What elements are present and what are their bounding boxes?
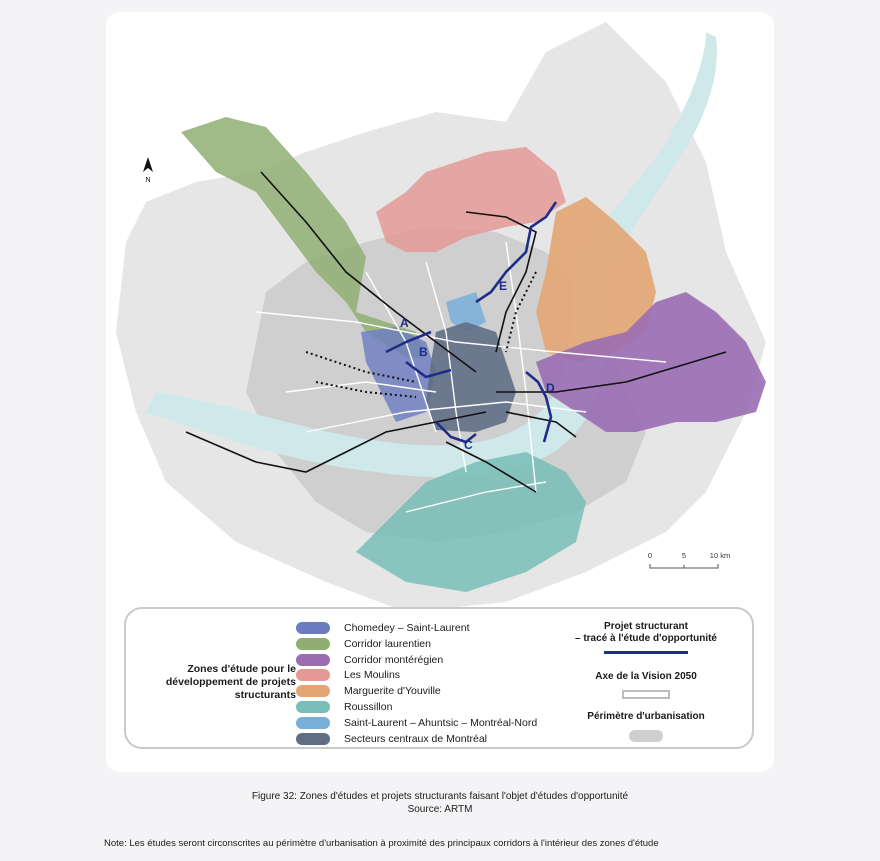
legend-perimetre <box>556 711 736 742</box>
legend-zone-label: Corridor laurentien <box>344 637 431 650</box>
legend-zone-swatch <box>296 701 330 713</box>
svg-text:N: N <box>145 177 151 184</box>
legend-projet-title-2: – tracé à l'étude d'opportunité <box>575 633 717 644</box>
legend-zone-label: Corridor montérégien <box>344 653 444 666</box>
zone-label-c: C <box>464 438 473 452</box>
legend-zone-item <box>296 621 470 635</box>
legend-zone-item <box>296 668 400 682</box>
legend-zone-swatch <box>296 654 330 666</box>
legend-zone-item <box>296 653 443 667</box>
legend-perimetre-title: Périmètre d'urbanisation <box>587 711 705 722</box>
legend-zone-item <box>296 716 537 730</box>
north-arrow-icon <box>143 157 153 184</box>
legend <box>124 607 754 749</box>
legend-zone-item <box>296 732 487 746</box>
legend-zone-item <box>296 637 431 651</box>
legend-zone-label: Marguerite d'Youville <box>344 685 441 698</box>
svg-text:10 km: 10 km <box>709 551 731 560</box>
figure-note: Note: Les études seront circonscrites au périmètre d'urbanisation à proximité des principaux corridors à l'intérieur des zones d'étude <box>104 838 659 849</box>
legend-zone-label: Les Moulins <box>344 669 401 682</box>
legend-zone-label: Chomedey – Saint-Laurent <box>344 622 470 634</box>
map <box>106 12 774 612</box>
legend-zone-swatch <box>296 685 330 697</box>
legend-zone-swatch <box>296 669 330 681</box>
zone-label-d: D <box>546 381 555 395</box>
zone-label-b: B <box>419 345 428 359</box>
legend-zone-item <box>296 684 441 698</box>
legend-projet <box>556 621 736 654</box>
svg-text:0: 0 <box>647 551 653 560</box>
legend-zone-swatch <box>296 733 330 745</box>
legend-projet-line <box>604 651 688 654</box>
legend-zone-item <box>296 700 392 714</box>
zone-label-e: E <box>499 279 508 293</box>
legend-axe-symbol <box>622 690 670 699</box>
legend-zones-title: Zones d'étude pour le développement de projets structurants <box>165 663 296 701</box>
legend-zone-label: Saint-Laurent – Ahuntsic – Montréal-Nord <box>344 716 538 729</box>
zone-label-a: A <box>400 316 409 330</box>
legend-zone-swatch <box>296 622 330 634</box>
svg-text:5: 5 <box>681 551 687 560</box>
legend-axe <box>556 671 736 699</box>
figure-caption: Figure 32: Zones d'études et projets structurants faisant l'objet d'études d'opportunité <box>251 791 629 802</box>
scale-bar <box>648 551 730 568</box>
legend-zone-swatch <box>296 638 330 650</box>
legend-perimetre-swatch <box>629 730 663 742</box>
legend-projet-title-1: Projet structurant <box>604 621 688 632</box>
figure-source: Source: ARTM <box>407 804 473 815</box>
legend-zone-label: Secteurs centraux de Montréal <box>344 732 487 745</box>
legend-zone-swatch <box>296 717 330 729</box>
legend-axe-title: Axe de la Vision 2050 <box>595 671 697 682</box>
legend-zone-label: Roussillon <box>344 701 393 713</box>
